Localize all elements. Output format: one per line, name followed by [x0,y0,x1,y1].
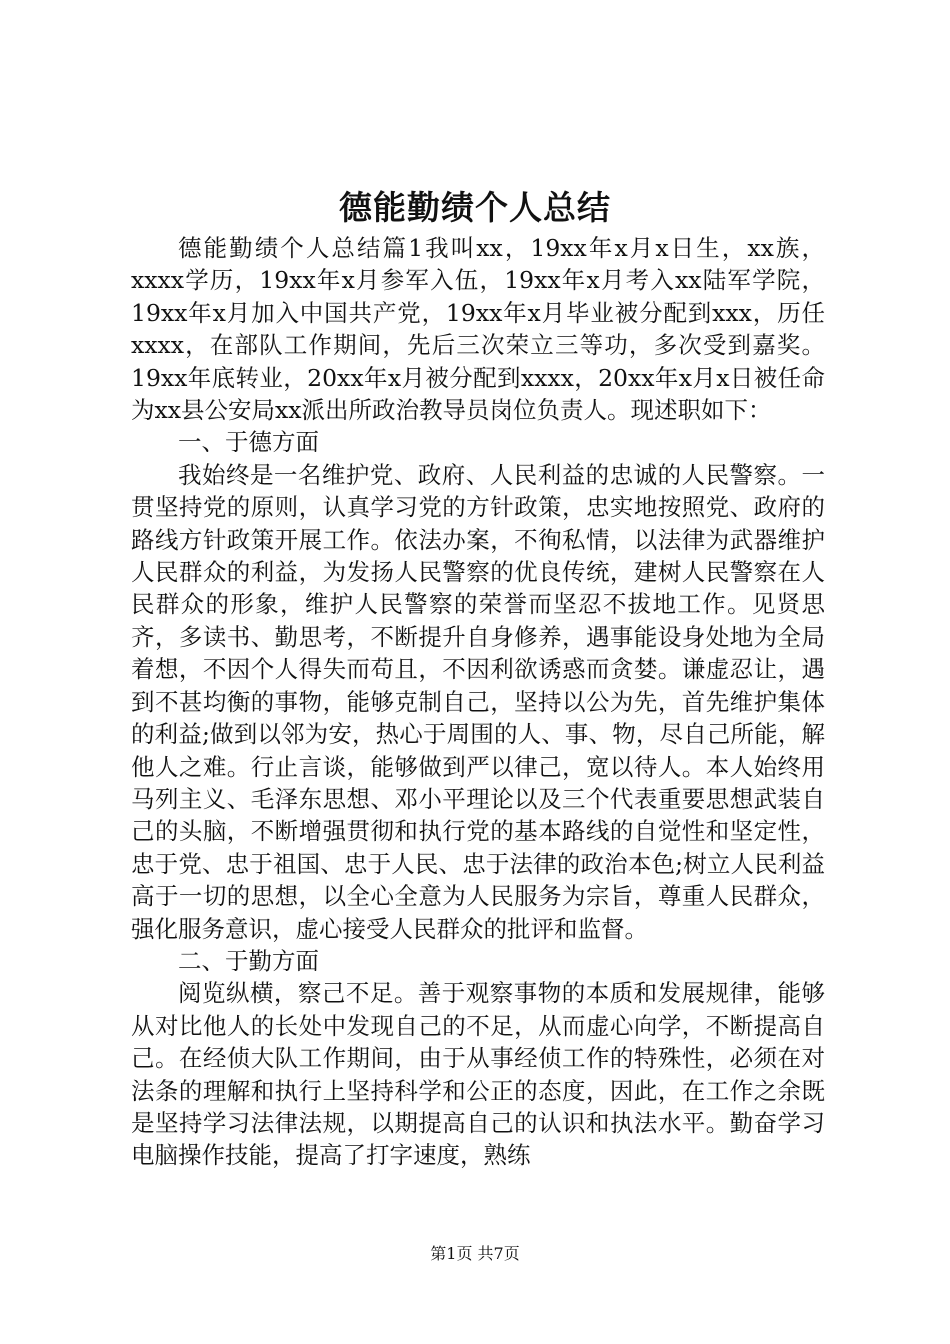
document-title: 德能勤绩个人总结 [339,188,611,227]
page-number-footer: 第1页 共7页 [430,1244,520,1263]
section-text-diligence: 阅览纵横，察己不足。善于观察事物的本质和发展规律，能够从对比他人的长处中发现自己的不足，从而虚心向学，不断提高自己。在经侦大队工作期间，由于从事经侦工作的特殊性，必须在对法条的理解和执行上坚持科学和公正的态度，因此，在工作之余既是坚持学习法律法规，以期提高自己的认识和执法水平。勤奋学习电脑操作技能，提高了打字速度，熟练 [131,979,825,1170]
section-heading-diligence: 二、于勤方面 [178,946,319,975]
section-heading-virtue: 一、于德方面 [178,428,319,457]
document-body [131,232,825,1172]
section-text-virtue: 我始终是一名维护党、政府、人民利益的忠诚的人民警察。一贯坚持党的原则，认真学习党的方针政策，忠实地按照党、政府的路线方针政策开展工作。依法办案，不徇私情，以法律为武器维护人民群众的利益，为发扬人民警察的优良传统，建树人民警察在人民群众的形象，维护人民警察的荣誉而坚忍不拔地工作。见贤思齐，多读书、勤思考，不断提升自身修养，遇事能设身处地为全局着想，不因个人得失而苟且，不因利欲诱惑而贪婪。谦虚忍让，遇到不甚均衡的事物，能够克制自己，坚持以公为先，首先维护集体的利益;做到以邻为安，热心于周围的人、事、物，尽自己所能，解他人之难。行止言谈，能够做到严以律己，宽以待人。本人始终用马列主义、毛泽东思想、邓小平理论以及三个代表重要思想武装自己的头脑，不断增强贯彻和执行党的基本路线的自觉性和坚定性，忠于党、忠于祖国、忠于人民、忠于法律的政治本色;树立人民利益高于一切的思想，以全心全意为人民服务为宗旨，尊重人民群众，强化服务意识，虚心接受人民群众的批评和监督。 [131,460,825,943]
intro-paragraph: 德能勤绩个人总结篇1我叫xx，19xx年x月x日生，xx族，xxxx学历，19xx年x月参军入伍，19xx年x月考入xx陆军学院，19xx年x月加入中国共产党，19xx年x月毕业被分配到xxx，历任xxxx，在部队工作期间，先后三次荣立三等功，多次受到嘉奖。19xx年底转业，20xx年x月被分配到xxxx，20xx年x月x日被任命为xx县公安局xx派出所政治教导员岗位负责人。现述职如下： [131,234,825,425]
